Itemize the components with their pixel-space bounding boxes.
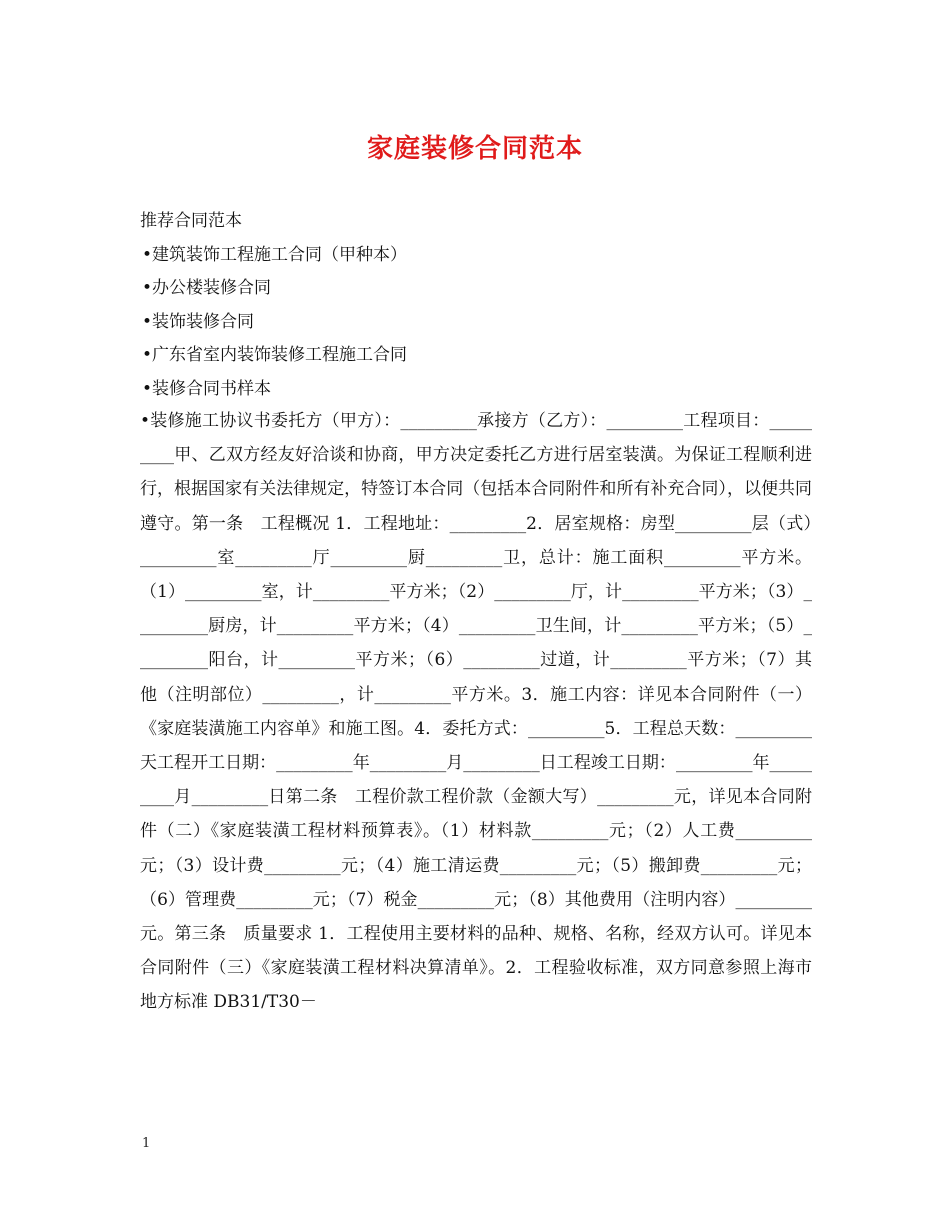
recommended-item[interactable]: •广东省室内装饰装修工程施工合同 — [142, 345, 408, 366]
page-number: 1 — [142, 1136, 151, 1151]
document-title: 家庭装修合同范本 — [366, 134, 583, 164]
recommended-contracts-section — [140, 205, 820, 407]
contract-body-text: •装修施工协议书委托方（甲方）：_________承接方（乙方）：_________工程项目：_________甲、乙双方经友好洽谈和协商，甲方决定委托乙方进行居室装潢。为保证工程顺利进行，根据国家有关法律规定，特签订本合同（包括本合同附件和所有补充合同），以便共同遵守。第一条 工程概况 1．工程地址：_________2．居室规格：房型_________层（式）_________室_________厅_________厨_________卫，总计：施工面积_________平方米。（1）_________室，计_________平方米；（2）_________厅，计_________平方米；（3）_________厨房，计_________平方米；（4）_________卫生间，计_________平方米；（5）_________阳台，计_________平方米；（6）_________过道，计_________平方米；（7）其他（注明部位）_________，计_________平方米。3．施工内容：详见本合同附件（一）《家庭装潢施工内容单》和施工图。4．委托方式：_________5．工程总天数：_________天工程开工日期：_________年_________月_________日工程竣工日期：_________年_________月_________日第二条 工程价款工程价款（金额大写）_________元，详见本合同附件（二）《家庭装潢工程材料预算表》。（1）材料款_________元；（2）人工费_________元；（3）设计费_________元；（4）施工清运费_________元；（5）搬卸费_________元；（6）管理费_________元；（7）税金_________元；（8）其他费用（注明内容）_________元。第三条 质量要求 1．工程使用主要材料的品种、规格、名称，经双方认可。详见本合同附件（三）《家庭装潢工程材料决算清单》。2．工程验收标准，双方同意参照上海市地方标准 DB31/T30－ — [140, 411, 812, 1013]
recommended-item[interactable]: •装修合同书样本 — [142, 378, 272, 399]
recommended-item[interactable]: •办公楼装修合同 — [142, 278, 272, 299]
recommended-item[interactable]: •装饰装修合同 — [142, 311, 255, 332]
recommended-item[interactable]: •建筑装饰工程施工合同（甲种本） — [142, 244, 408, 265]
recommended-heading: 推荐合同范本 — [140, 211, 242, 231]
